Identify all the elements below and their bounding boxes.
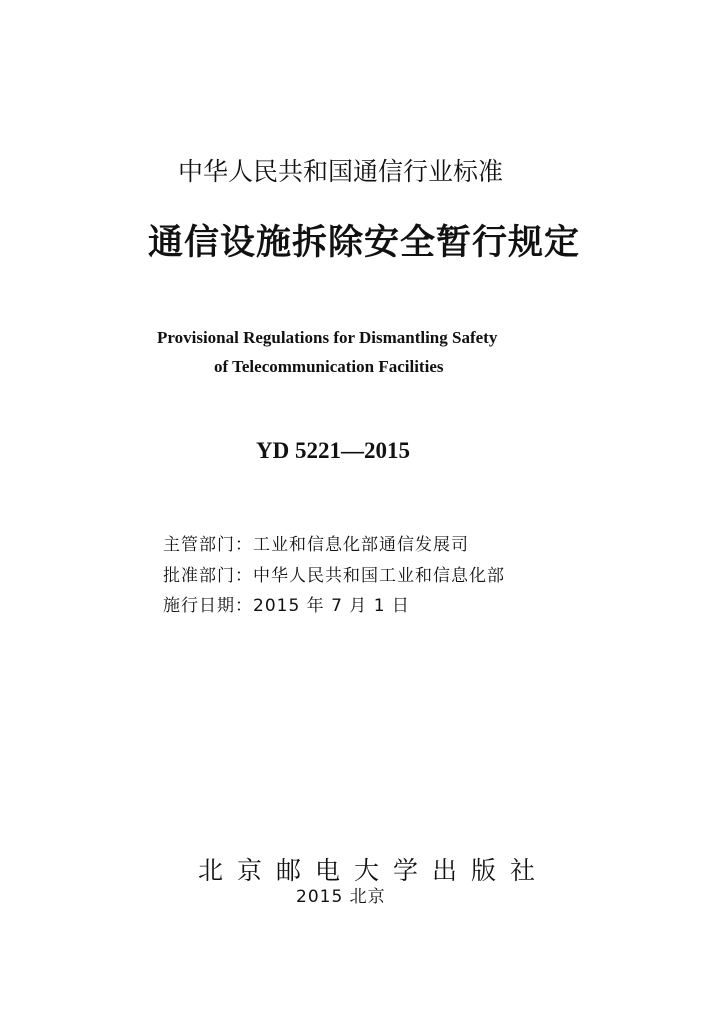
standard-code: YD 5221—2015 <box>256 438 410 463</box>
standard-category: 中华人民共和国通信行业标准 <box>178 157 504 186</box>
title-english-line-2: of Telecommunication Facilities <box>214 357 444 376</box>
approving-department: 批准部门：中华人民共和国工业和信息化部 <box>163 566 505 586</box>
publication-year-place: 2015 北京 <box>296 887 386 907</box>
competent-department: 主管部门：工业和信息化部通信发展司 <box>163 535 469 555</box>
title-chinese: 通信设施拆除安全暂行规定 <box>148 222 581 263</box>
title-english-line-1: Provisional Regulations for Dismantling Safety <box>157 328 498 347</box>
effective-date: 施行日期：2015 年 7 月 1 日 <box>163 596 410 616</box>
publisher-name: 北京邮电大学出版社 <box>198 856 550 885</box>
